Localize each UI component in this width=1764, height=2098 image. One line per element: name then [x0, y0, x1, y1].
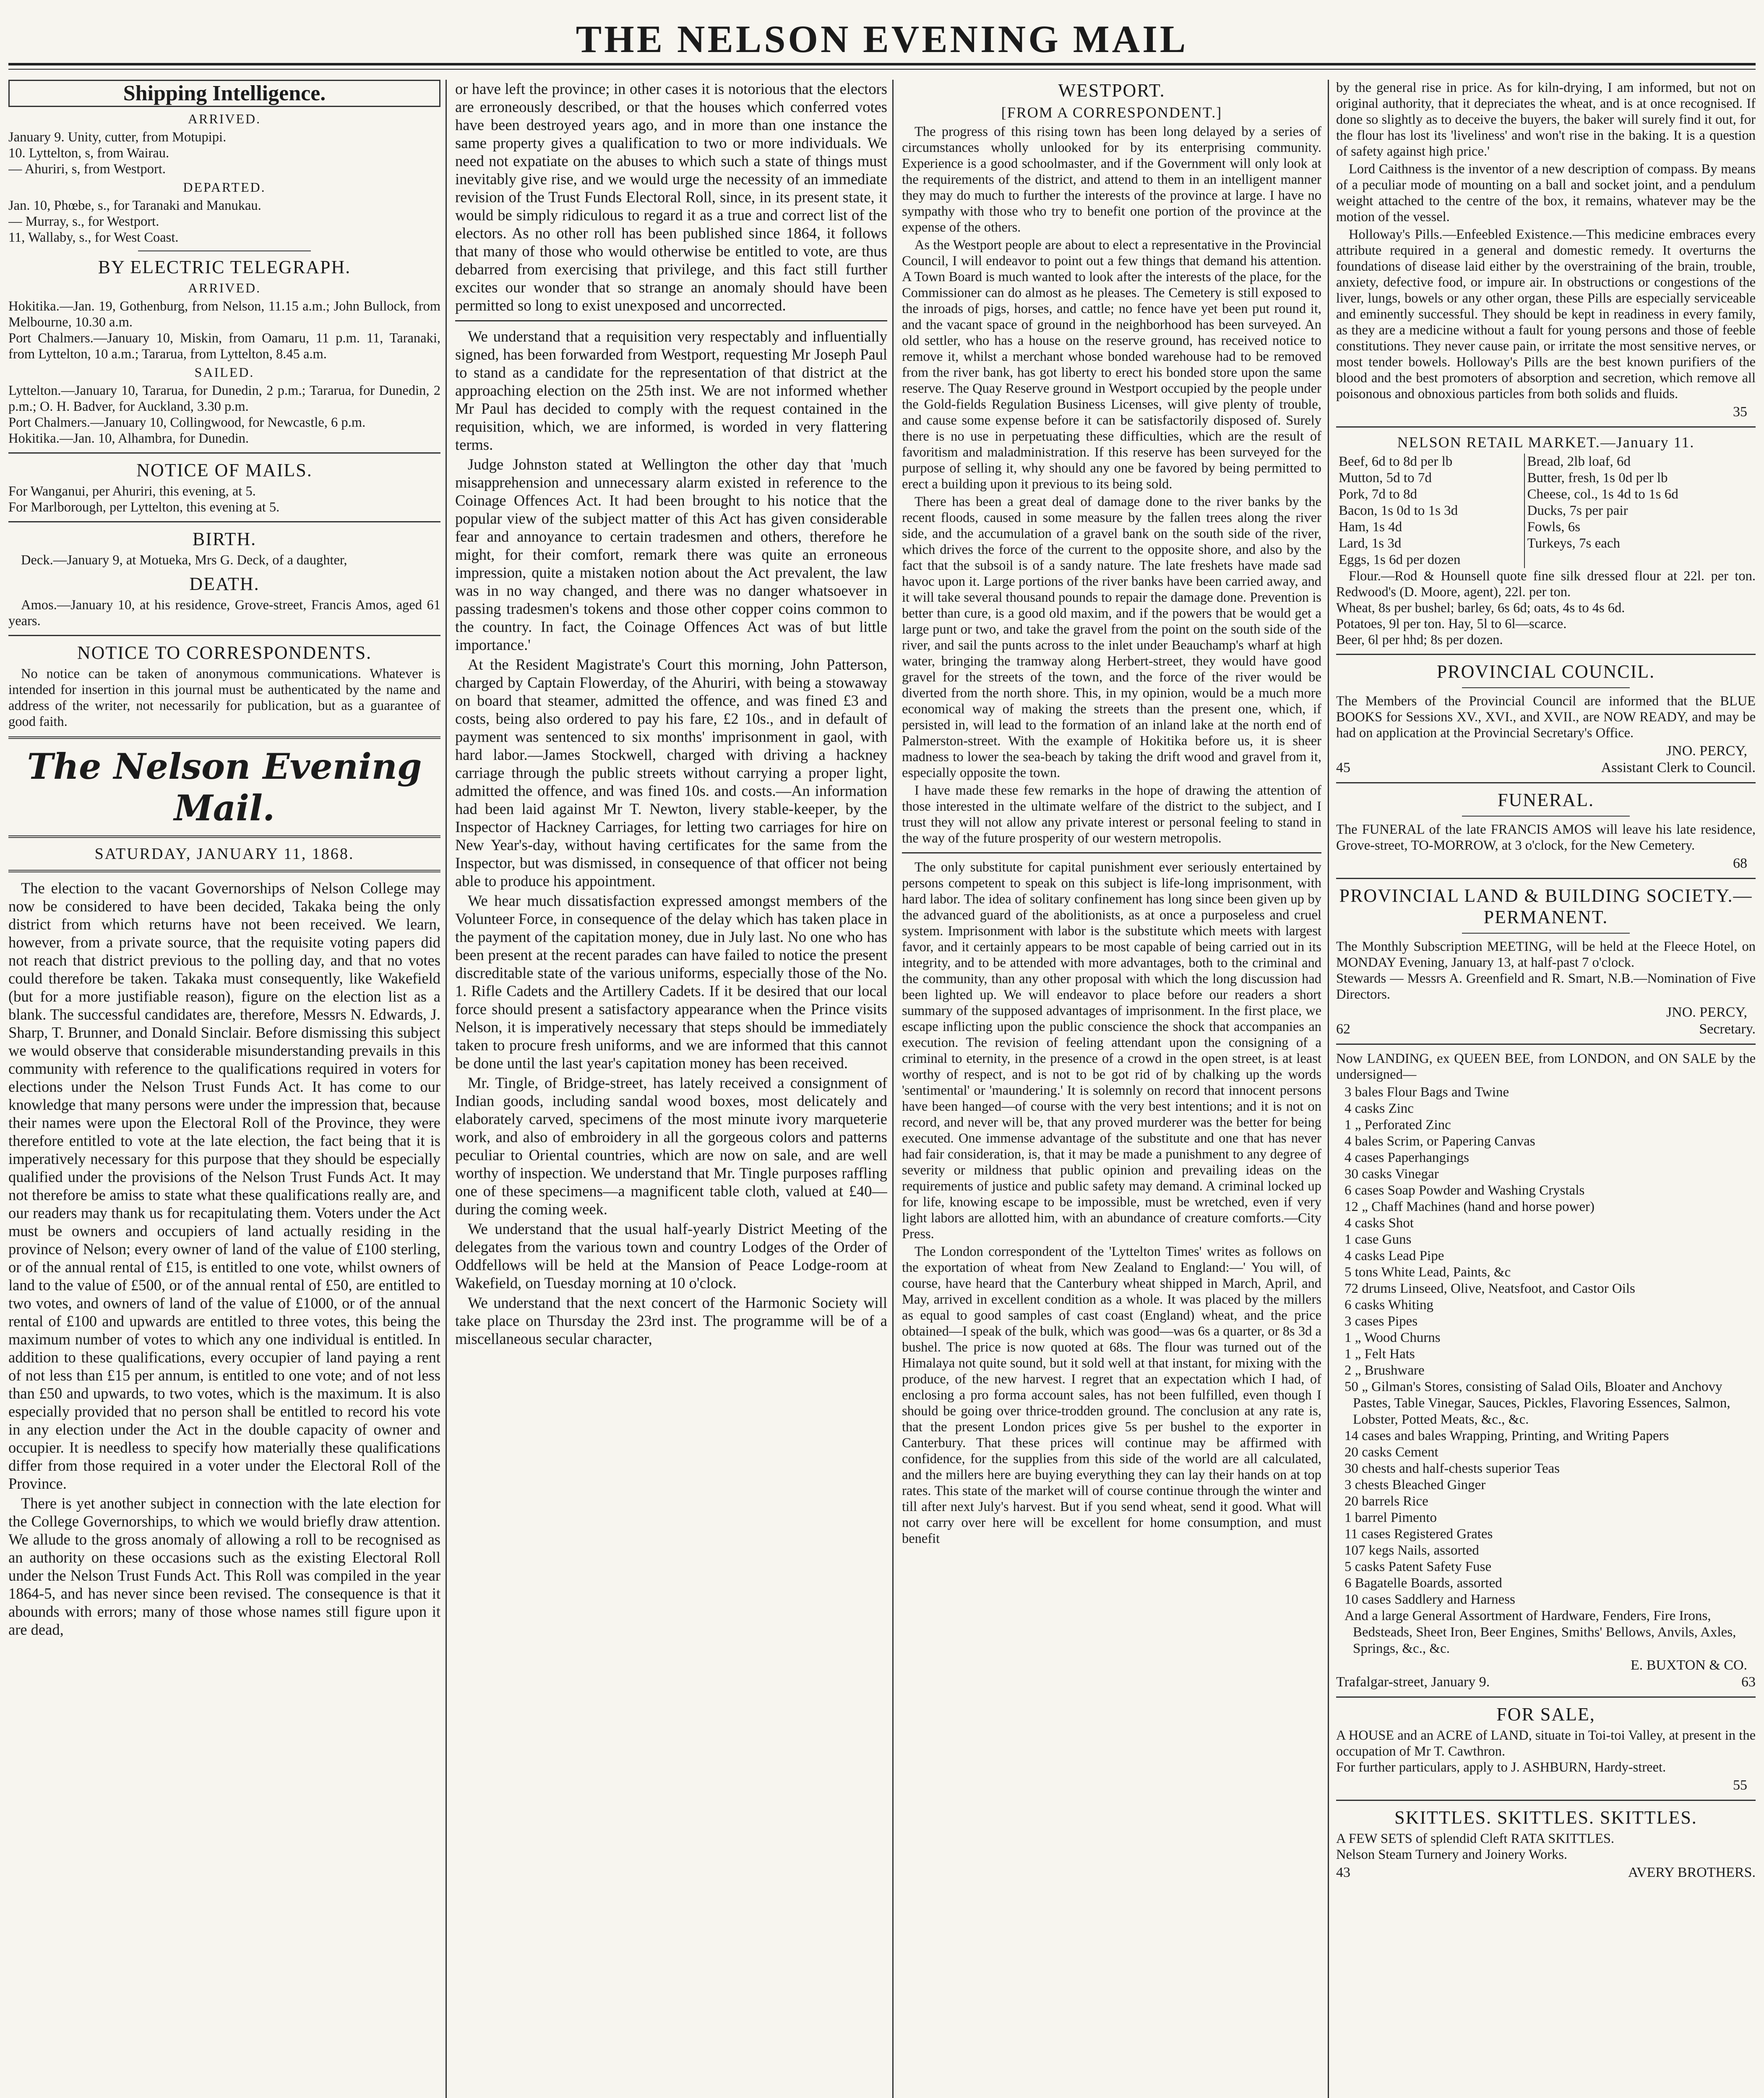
article-paragraph: We understand that a requisition very respectably and influentially signed, has been forwarded from Westport, requesting Mr Joseph Paul to stand as a candidate for the representation of that district at the approaching election on the 25th inst. We are not informed whether Mr Paul has decided to comply with the request contained in the requisition, which, we are informed, is worded in very flattering terms.	[455, 328, 887, 453]
goods-item: 50 „ Gilman's Stores, consisting of Salad Oils, Bloater and Anchovy Pastes, Table Vinegar, Sauces, Pickles, Flavoring Essences, Salmon, Lobster, Potted Meats, &c., &c.	[1344, 1379, 1730, 1427]
divider	[1336, 1044, 1756, 1045]
divider	[1462, 816, 1630, 817]
mails-heading: NOTICE OF MAILS.	[136, 460, 313, 480]
divider	[1336, 878, 1756, 879]
divider	[902, 852, 1321, 853]
column-4	[1336, 80, 1756, 2098]
column-rule	[1328, 80, 1329, 2098]
goods-item: 12 „ Chaff Machines (hand and horse power)	[1344, 1199, 1595, 1214]
article-paragraph: by the general rise in price. As for kiln-drying, I am informed, but not on original authority, that it depreciates the wheat, and is at once recognised. If done so slightly as to deceive the buyers, the baker will surely find it out, for the flour has lost its 'liveliness' and won't rise in the baking. It is a question of safety against high price.'	[1336, 80, 1756, 159]
signature: JNO. PERCY,	[1666, 743, 1747, 759]
article-paragraph: The London correspondent of the 'Lyttelton Times' writes as follows on the exportation of wheat from New Zealand to England:—' You will, of course, have heard that the Canterbury wheat shipped in March, April, and May, arrived in excellent condition as a whole. It was placed by the millers as equal to good samples of cast coast (England) wheat, and the price obtained—I speak of the bulk, which was good—was 6s a quarter, or 8s 3d a bushel. The price is now quoted at 68s. The flour was turned out of the Himalaya not quite sound, but it sold well at that instant, for mixing with the produce, of the new harvest. I regret that an expectation which I had, of enclosing a pro forma account sales, has not been fulfilled, even though I should be going over thrice-trodden ground. The conclusion at any rate is, that the present London prices give 5s per bushel to the exporter in Canterbury. That these prices will continue may be affirmed with confidence, for the supplies from this side of the world are all calculated, and the millers here are buying everything they can lay their hands on at top rates. This state of the market will of course continue through the winter and till after next July's harvest. But if you send wheat, send it good. What will not carry over here will be excellent for home consumption, and must benefit	[902, 1244, 1321, 1546]
goods-item: 4 cases Paperhangings	[1344, 1150, 1469, 1165]
birth-notice: Deck.—January 9, at Motueka, Mrs G. Deck, of a daughter,	[21, 553, 347, 568]
divider	[1336, 782, 1756, 783]
telegraph-sailed: Lyttelton.—January 10, Tararua, for Dunedin, 2 p.m.; Tararua, for Dunedin, 2 p.m.; O. H. Badver, for Auckland, 3.30 p.m. Port Chalmers.—January 10, Collingwood, for Newcastle, 6 p.m. Hokitika.—Jan. 10, Alhambra, for Dunedin.	[8, 383, 440, 446]
goods-item: 5 casks Patent Safety Fuse	[1344, 1559, 1492, 1574]
article-paragraph: The progress of this rising town has been long delayed by a series of circumstances wholly unlooked for by its enterprising community. Experience is a good schoolmaster, and if the Government will only look at the requirements of the district, and attend to them in an intelligent manner they may do much to further the interests of the province at large. I have no sympathy with those who try to benefit one portion of the province at the expense of the others.	[902, 124, 1321, 235]
arrived-heading: ARRIVED.	[188, 111, 261, 126]
goods-item: 1 „ Felt Hats	[1344, 1346, 1415, 1362]
goods-item: 6 Bagatelle Boards, assorted	[1344, 1576, 1502, 1591]
goods-item: 3 chests Bleached Ginger	[1344, 1477, 1486, 1493]
funeral-heading: FUNERAL.	[1498, 790, 1594, 810]
goods-item: 6 casks Whiting	[1344, 1297, 1434, 1313]
column-1	[8, 80, 440, 2098]
signature: JNO. PERCY,	[1666, 1005, 1747, 1020]
birth-heading: BIRTH.	[192, 529, 257, 549]
goods-item: 14 cases and bales Wrapping, Printing, and Writing Papers	[1344, 1428, 1669, 1443]
divider	[1462, 687, 1630, 688]
article-paragraph: Judge Johnston stated at Wellington the other day that 'much misapprehension and unnecessary alarm existed in reference to the Coinage Offences Act. It had been brought to his notice that the popular view of the subject matter of this Act has given considerable fear and annoyance to certain tradesmen and others, therefore he might, for their comfort, remark there was quite an erroneous impression, quite a mistaken notion about the Act prevalent, the law was in no way changed, and there was no danger whatsoever in passing tradesmen's tokens and those other copper coins common to the country. In fact, the Coinage Offences Act was of but little importance.'	[455, 456, 887, 653]
ad-number: 68	[1733, 856, 1747, 871]
skittles-notice: A FEW SETS of splendid Cleft RATA SKITTLES. Nelson Steam Turnery and Joinery Works.	[1336, 1831, 1615, 1862]
dateline: SATURDAY, JANUARY 11, 1868.	[94, 845, 354, 863]
article-paragraph: As the Westport people are about to elect a representative in the Provincial Council, I will endeavor to point out a few things that demand his attention. A Town Board is much wanted to look after the interests of the place, for the Commissioner can do almost as he pleases. The Cemetery is still exposed to the inroads of pigs, horses, and cattle; no fence have yet been put round it, and the vacant space of ground in the neighborhood has been surveyed. An old settler, who has a house on the reserve ground, has received notice to remove it, whilst a merchant whose bonded warehouse had to be removed from the river bank, has got liberty to erect his bonded store upon the same reserve. The Quay Reserve ground in Westport occupied by the people under the Gold-fields Regulation Business Licenses, will give plenty of trouble, and cause some expense before it can be satisfactorily disposed of. Surely there is no use in perpetuating these difficulties, which are the result of favoritism and maladministration. If this reserve has been surveyed for the purpose of selling it, why should any one be favored by being permitted to erect a building upon it previous to its being sold.	[902, 237, 1321, 492]
article-paragraph: or have left the province; in other cases it is notorious that the electors are erroneously described, or that the houses which conferred votes have been destroyed years ago, and in more than one instance the same property gives a qualification to two or more individuals. We need not expatiate on the abuses to which such a state of things must inevitably give rise, and we would urge the necessity of an immediate revision of the Trust Funds Electoral Roll, since, in its present state, it would be simply ridiculous to regard it as a true and correct list of the electors. As no other roll has been published since 1864, it follows that many of those who would otherwise be entitled to vote, are thus debarred from exercising that privilege, and this fact still further excites our wonder that so strange an anomaly should have been permitted so long to exist unexposed and uncorrected.	[455, 80, 887, 314]
divider	[8, 452, 440, 454]
divider	[455, 320, 887, 321]
sale-heading: FOR SALE,	[1496, 1704, 1595, 1725]
divider	[8, 835, 440, 838]
divider	[1336, 1800, 1756, 1801]
article-paragraph: There has been a great deal of damage done to the river banks by the recent floods, caused in some measure by the fallen trees along the river side, and the accumulation of a gravel bank on the south side of the river, which drives the force of the current to the opposite shore, and also by the fact that the subsoil is of a sandy nature. The late freshets have made sad havoc upon it. Large portions of the river banks have been carried away, and it will take several thousand pounds to repair the damage done. Prevention is better than cure, is a good old maxim, and if the powers that be would get a large punt or two, and take the gravel from the point on the south side of the river, and sail the punts across to the inlet under Beauchamp's wharf at high water, bringing the tramway along Herbert-street, they would have good gravel for the streets of the town, and the force of the river would be diverted from the north shore. This, in my opinion, would be a much more economical way of making the streets than the present one, which, if persisted in, will lead to the formation of an inland lake at the north end of Palmerston-street. With the example of Hokitika before us, it is sheer madness to lower the sea-beach by taking the drift wood and gravel from it, especially opposite the town.	[902, 494, 1321, 780]
market-table	[1336, 454, 1756, 568]
advertisement-text: Holloway's Pills.—Enfeebled Existence.—This medicine embraces every attribute required in a general and domestic remedy. It overturns the foundations of disease laid either by the overstraining of the brain, trouble, anxiety, defective food, or impure air. In obstructions or congestions of the liver, lungs, bowels or any other organ, these Pills are especially serviceable and eminently successful. They should be kept in readiness in every family, as they are a medicine without a fault for young persons and those of feeble constitutions. They never cause pain, or irritate the most sensitive nerves, or most tender bowels. Holloway's Pills are the best known purifiers of the blood and the best promoters of absorption and secretion, which remove all poisonous and obnoxious particles from both solids and fluids.	[1336, 227, 1756, 402]
skittles-heading: SKITTLES. SKITTLES. SKITTLES.	[1394, 1807, 1697, 1828]
ad-number: 55	[1733, 1777, 1747, 1793]
column-rule	[446, 80, 447, 2098]
ad-number: 35	[1733, 404, 1747, 420]
market-notes: Flour.—Rod & Hounsell quote fine silk dressed flour at 22l. per ton. Redwood's (D. Moore, agent), 22l. per ton. Wheat, 8s per bushel; barley, 6s 6d; oats, 4s to 4s 6d. Potatoes, 9l per ton. Hay, 5l to 6l—scarce. Beer, 6l per hhd; 8s per dozen.	[1336, 569, 1756, 647]
goods-item: 3 cases Pipes	[1344, 1314, 1418, 1329]
telegraph-arrived: Hokitika.—Jan. 19, Gothenburg, from Nelson, 11.15 a.m.; John Bullock, from Melbourne, 10.30 a.m. Port Chalmers.—January 10, Miskin, from Oamaru, 11 p.m. 11, Taranaki, from Lyttelton, 10 a.m.; Tararua, from Lyttelton, 8.45 a.m.	[8, 299, 440, 362]
article-paragraph: We hear much dissatisfaction expressed amongst members of the Volunteer Force, in consequence of the delay which has taken place in the payment of the capitation money, due in July last. No one who has been present at the recent parades can have failed to notice the present discreditable state of the various uniforms, especially those of the No. 1. Rifle Cadets and the Artillery Cadets. If it be desired that our local force should present a satisfactory appearance when the Prince visits Nelson, it is imperatively necessary that steps should be immediately taken to procure fresh uniforms, and we are informed that this cannot be done until the last year's capitation money has been received.	[455, 892, 887, 1072]
goods-item: 1 case Guns	[1344, 1232, 1412, 1247]
goods-item: 10 cases Saddlery and Harness	[1344, 1592, 1515, 1607]
goods-item: 107 kegs Nails, assorted	[1344, 1543, 1479, 1558]
funeral-notice: The FUNERAL of the late FRANCIS AMOS will leave his late residence, Grove-street, TO-MORROW, at 3 o'clock, for the New Cemetery.	[1336, 822, 1756, 853]
newspaper-nameplate: The Nelson Evening Mail.	[27, 746, 422, 829]
column-rule	[892, 80, 894, 2098]
divider	[8, 521, 440, 522]
article-paragraph: Lord Caithness is the inventor of a new description of compass. By means of a peculiar mode of mounting on a ball and socket joint, and a pendulum weight attached to the centre of the box, it remains, whatever may be the motion of the vessel.	[1336, 162, 1756, 224]
goods-item: 1 „ Wood Churns	[1344, 1330, 1441, 1345]
signature-title: Assistant Clerk to Council.	[1601, 760, 1756, 775]
article-paragraph: The only substitute for capital punishment ever seriously entertained by persons competent to speak on this subject is life-long imprisonment, with hard labor. The idea of solitary confinement has long since been given up by the advanced guard of the abolitionists, as at once a purposeless and cruel system. Imprisonment with labor is the substitute which meets with largest favor, and it certainly appears to be most capable of being carried out in its integrity, and to be attended with more advantages, both to the criminal and the community, than any other proposal with which the long discussion had been lighted up. We will endeavor to place before our readers a short summary of the supposed advantages of imprisonment. In the first place, we escape inflicting upon the public conscience the shock that accompanies an execution. The revision of feeling attendant upon the consigning of a criminal to eternity, in the presence of a crowd in the open street, is at least worthy of respect, and is not to be got rid of by chalking up the words 'sentimental' or 'maundering.' It is solemnly on record that innocent persons have been hanged—of course with the very best intentions; and it is not on record, and never will be, that any proved murderer was the better for being executed. One immense advantage of the substitute and one that has never had fair consideration, is, that it may be made a punishment to any degree of severity or mildness that public opinion and prevailing ideas on the requirements of justice and public safety may demand. A criminal locked up for life, knowing escape to be impossible, must be wretched, even if very light labors are allotted him, with an abundance of creature comforts.—City Press.	[902, 860, 1321, 1242]
signature: E. BUXTON & CO.	[1631, 1657, 1747, 1673]
goods-item: 20 barrels Rice	[1344, 1494, 1428, 1509]
goods-item: 11 cases Registered Grates	[1344, 1527, 1493, 1542]
masthead-rule	[8, 63, 1756, 70]
signature: AVERY BROTHERS.	[1628, 1865, 1756, 1880]
shipping-heading: Shipping Intelligence.	[8, 80, 440, 107]
landing-notice: Now LANDING, ex QUEEN BEE, from LONDON, and ON SALE by the undersigned—	[1336, 1051, 1756, 1082]
goods-item: 6 cases Soap Powder and Washing Crystals	[1344, 1183, 1585, 1198]
ad-footer: Trafalgar-street, January 9.	[1336, 1674, 1490, 1690]
westport-heading: WESTPORT.	[1058, 80, 1165, 101]
council-notice: The Members of the Provincial Council are informed that the BLUE BOOKS for Sessions XV., XVI., and XVII., are NOW READY, and may be had on application at the Provincial Secretary's Office.	[1336, 694, 1756, 741]
goods-item: 3 bales Flour Bags and Twine	[1344, 1085, 1509, 1100]
society-heading: PROVINCIAL LAND & BUILDING SOCIETY.—PERMANENT.	[1339, 885, 1753, 927]
market-prices-right: Bread, 2lb loaf, 6d Butter, fresh, 1s 0d per lb Cheese, col., 1s 4d to 1s 6d Ducks, 7s per pair Fowls, 6s Turkeys, 7s each	[1527, 454, 1678, 551]
market-prices-left: Beef, 6d to 8d per lb Mutton, 5d to 7d Pork, 7d to 8d Bacon, 1s 0d to 1s 3d Ham, 1s 4d Lard, 1s 3d Eggs, 1s 6d per dozen	[1336, 454, 1524, 568]
market-heading: NELSON RETAIL MARKET.—January 11.	[1397, 434, 1695, 451]
arrived-heading: ARRIVED.	[188, 280, 261, 295]
goods-item: 1 „ Perforated Zinc	[1344, 1117, 1451, 1133]
article-paragraph: We understand that the usual half-yearly District Meeting of the delegates from the various town and country Lodges of the Order of Oddfellows will be held at the Mansion of Peace Lodge-room at Wakefield, on Tuesday morning at 10 o'clock.	[455, 1220, 887, 1292]
goods-item: 5 tons White Lead, Paints, &c	[1344, 1265, 1511, 1280]
ad-number: 63	[1741, 1674, 1756, 1690]
column-3	[902, 80, 1321, 2098]
death-notice: Amos.—January 10, at his residence, Grove-street, Francis Amos, aged 61 years.	[8, 598, 440, 629]
masthead: THE NELSON EVENING MAIL	[576, 18, 1188, 60]
departed-list: Jan. 10, Phœbe, s., for Taranaki and Manukau. — Murray, s., for Westport. 11, Wallaby, s., for West Coast.	[8, 198, 261, 245]
article-paragraph: Mr. Tingle, of Bridge-street, has lately received a consignment of Indian goods, including sandal wood boxes, most delicately and elaborately carved, specimens of the most minute ivory marqueterie work, and also of embroidery in all the gorgeous colors and patterns peculiar to Oriental countries, which are now on sale, and are well worthy of inspection. We understand that Mr. Tingle purposes raffling one of these specimens—a magnificent table cloth, valued at £40—during the coming week.	[455, 1074, 887, 1218]
goods-item: 30 casks Vinegar	[1344, 1166, 1439, 1182]
divider	[8, 635, 440, 636]
council-heading: PROVINCIAL COUNCIL.	[1436, 661, 1655, 682]
divider	[1336, 654, 1756, 655]
goods-item: 72 drums Linseed, Olive, Neatsfoot, and Castor Oils	[1344, 1281, 1635, 1296]
telegraph-heading: BY ELECTRIC TELEGRAPH.	[98, 257, 351, 277]
goods-list	[1336, 1084, 1756, 1657]
article-paragraph: We understand that the next concert of the Harmonic Society will take place on Thursday the 23rd inst. The programme will be of a miscellaneous secular character,	[455, 1294, 887, 1347]
sailed-heading: SAILED.	[194, 365, 255, 380]
column-2	[455, 80, 887, 2098]
goods-item: 20 casks Cement	[1344, 1445, 1438, 1460]
divider	[1336, 426, 1756, 428]
westport-subheading: [FROM A CORRESPONDENT.]	[1001, 104, 1222, 121]
goods-item: 4 bales Scrim, or Papering Canvas	[1344, 1134, 1535, 1149]
departed-heading: DEPARTED.	[183, 180, 266, 195]
correspondents-notice: No notice can be taken of anonymous communications. Whatever is intended for insertion in this journal must be authenticated by the name and address of the writer, not necessarily for publication, but as a guarantee of good faith.	[8, 666, 440, 729]
sale-notice: A HOUSE and an ACRE of LAND, situate in Toi-toi Valley, at present in the occupation of Mr T. Cawthron. For further particulars, apply to J. ASHBURN, Hardy-street.	[1336, 1728, 1756, 1775]
article-paragraph: At the Resident Magistrate's Court this morning, John Patterson, charged by Captain Flowerday, of the Ahuriri, with being a stowaway on board that steamer, admitted the offence, and was fined £3 and costs, being also ordered to pay his fare, £2 10s., and in default of payment was sentenced to six months' imprisonment in gaol, with hard labor.—James Stockwell, charged with driving a hackney carriage through the public streets without carrying a proper light, admitted the offence, and was fined 10s. and costs.—An information had been laid against Mr T. Newton, livery stable-keeper, by the Inspector of Hackney Carriages, for letting two carriages for hire on New Year's-day, without having certificates for the same from the Inspector, but was dismissed, in consequence of that officer not being able to produce his appointment.	[455, 656, 887, 890]
article-paragraph: I have made these few remarks in the hope of drawing the attention of those interested in the ultimate welfare of the district to the subject, and I trust they will not allow any private interest or personal feeling to stand in the way of the future prosperity of our western metropolis.	[902, 783, 1321, 846]
goods-item: 1 barrel Pimento	[1344, 1510, 1437, 1525]
notice-heading: NOTICE TO CORRESPONDENTS.	[77, 642, 372, 663]
goods-item: And a large General Assortment of Hardware, Fenders, Fire Irons, Bedsteads, Sheet Iron, Beer Engines, Smiths' Bellows, Anvils, Axles, Springs, &c., &c.	[1344, 1608, 1736, 1656]
mails-notice: For Wanganui, per Ahuriri, this evening, at 5. For Marlborough, per Lyttelton, this evening at 5.	[8, 484, 280, 515]
goods-item: 2 „ Brushware	[1344, 1363, 1425, 1378]
goods-item: 4 casks Zinc	[1344, 1101, 1414, 1116]
arrived-list: January 9. Unity, cutter, from Motupipi. 10. Lyttelton, s, from Wairau. — Ahuriri, s, from Westport.	[8, 130, 227, 177]
divider	[8, 736, 440, 739]
divider	[1462, 933, 1630, 934]
divider	[8, 870, 440, 872]
signature-title: Secretary.	[1699, 1021, 1756, 1037]
editorial-paragraph: There is yet another subject in connection with the late election for the College Governorships, to which we would briefly draw attention. We allude to the gross anomaly of allowing a roll to be recognised as an authority on these occasions such as the existing Electoral Roll under the Nelson Trust Funds Act. This Roll was compiled in the year 1864-5, and has never since been revised. The consequence is that it abounds with errors; many of those whose names still figure upon it are dead,	[8, 1495, 440, 1638]
editorial-paragraph: The election to the vacant Governorships of Nelson College may now be considered to have been decided, Takaka being the only district from which returns have not been received. We learn, however, from a private source, that the requisite voting papers did not reach that district previous to the polling day, and that no votes could therefore be taken. Takaka must consequently, like Wakefield (but for a more justifiable reason), figure on the election list as a blank. The successful candidates are, therefore, Messrs N. Edwards, J. Sharp, T. Brunner, and Donald Sinclair. Before dismissing this subject we would observe that considerable misunderstanding prevails in this community with reference to the qualifications required in voters for elections under the Nelson Trust Funds Act. It has come to our knowledge that many persons were under the impression that, because their names were upon the Electoral Roll of the Province, they were therefore entitled to vote at the late election, the fact being that it is imperatively necessary for this purpose that they should be especially qualified under the provisions of the Nelson Trust Funds Act. It may not therefore be amiss to state what these qualifications really are, and our readers may thank us for recapitulating them. Voters under the Act must be owners and occupiers of land actually residing in the province of Nelson; every owner of land of the value of £100 sterling, or of the annual rental of £15, is entitled to one vote, whilst owners of land to the value of £500, or of the annual rental of £50, are entitled to two votes, and owners of land of the value of £1000, or of the annual rental of £100 and upwards are entitled to three votes, this being the maximum number of votes to which any one individual is entitled. In addition to these qualifications, every occupier of land paying a rent of not less than £15 per annum, is entitled to one vote; and of not less than £50 and upwards, to two votes, which is the maximum. It is also especially provided that no person shall be entitled to record his vote in any election under the Act in the double capacity of owner and occupier. It is needless to specify how materially these qualifications differ from those required in a voter under the Electoral Roll of the Province.	[8, 879, 440, 1492]
goods-item: 4 casks Lead Pipe	[1344, 1248, 1444, 1263]
goods-item: 30 chests and half-chests superior Teas	[1344, 1461, 1560, 1476]
divider	[1336, 1696, 1756, 1698]
death-heading: DEATH.	[189, 574, 260, 594]
goods-item: 4 casks Shot	[1344, 1216, 1414, 1231]
ad-number: 62	[1336, 1021, 1350, 1037]
ad-number: 45	[1336, 760, 1350, 775]
society-notice: The Monthly Subscription MEETING, will be held at the Fleece Hotel, on MONDAY Evening, January 13, at half-past 7 o'clock. Stewards — Messrs A. Greenfield and R. Smart, N.B.—Nomination of Five Directors.	[1336, 939, 1756, 1002]
ad-number: 43	[1336, 1865, 1350, 1880]
